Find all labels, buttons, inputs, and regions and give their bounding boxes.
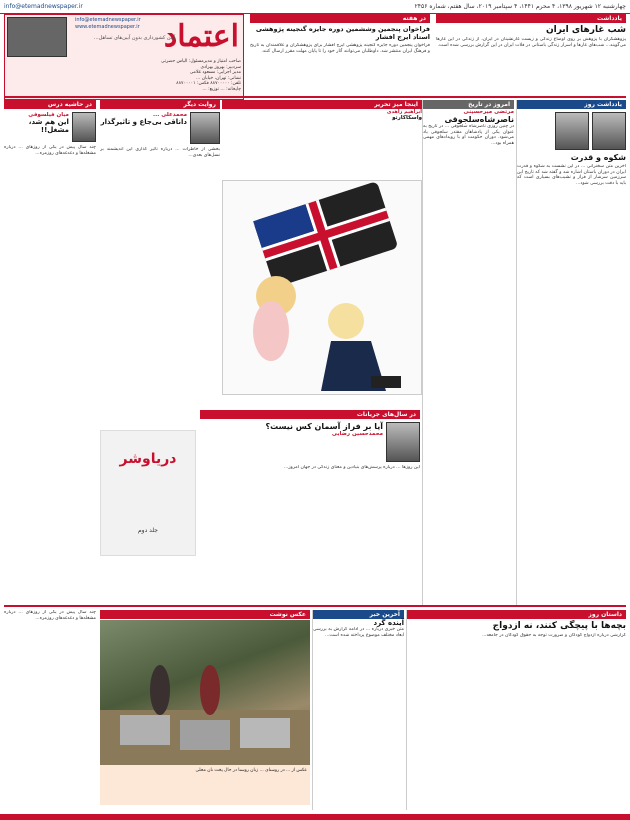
article-author: محمدحسین رضایی <box>331 431 383 437</box>
author-portrait <box>386 422 420 462</box>
info-line: صاحب امتیاز و مدیرمسئول: الیاس حضرتی <box>160 59 241 64</box>
article-left-b <box>4 100 96 605</box>
book-cover[interactable] <box>100 430 196 556</box>
masthead-info <box>9 59 241 93</box>
top-bar <box>0 0 630 14</box>
photo-scene <box>100 620 310 765</box>
figure-man <box>328 303 364 339</box>
section-head: در هفته <box>250 14 430 23</box>
bottom-bar <box>0 814 630 820</box>
article-author: محمدعلی ... <box>153 112 187 118</box>
photo-caption: عکس از ... در روستای ... زنان روستا در حال پخت نان محلی <box>100 765 310 805</box>
section-head: عکس نوشت <box>100 610 310 619</box>
info-line: تلفن: ۸۸۷۰۰۰۰۰ فکس: ۸۸۷۰۰۰۰۱ <box>176 81 241 87</box>
cartoonist: ابراهیم زاهدی <box>386 109 422 115</box>
masthead-slogan: آیین کشورداری بدون آیین‌های تساهل... <box>93 35 175 41</box>
book-title: دریاوشر <box>119 451 177 467</box>
article-body: چند سال پیش در یکی از روزهای ... درباره مشغله‌ها و دغدغه‌های روزمره... <box>4 145 96 156</box>
section-head: امروز در تاریخ <box>423 100 514 109</box>
article-title[interactable]: داناقی بی‌جاع و تاثیرگذار <box>100 118 187 126</box>
info-line: مدیر اجرایی: مسعود غلامی <box>189 70 241 76</box>
section-head: یادداشت <box>436 14 626 23</box>
article-mid-lower <box>200 410 420 605</box>
masthead-website[interactable]: www.etemadnewspaper.ir <box>75 24 140 30</box>
masthead-thumbnail <box>7 17 67 57</box>
article-body: گزارشی درباره ازدواج کودکان و ضرورت توجه به حقوق کودکان در جامعه... <box>482 633 626 638</box>
section-head: در سال‌های جریانات <box>200 410 420 419</box>
author-portrait <box>190 112 220 144</box>
article-mid-center <box>422 100 514 605</box>
cartoon-drawing <box>222 181 421 395</box>
section-head: روایت دیگر <box>100 100 220 109</box>
news-photo[interactable] <box>100 620 310 770</box>
info-line: چاپخانه: ... توزیع: ... <box>202 86 241 92</box>
article-title[interactable]: بچه‌ها با پیچگی کنند، نه ازدواج <box>492 621 626 631</box>
section-head: یادداشت روز <box>517 100 626 109</box>
article-title[interactable]: آیا بر فراز آسمان کس نیست؟ <box>265 422 383 431</box>
masthead-email[interactable]: info@etemadnewspaper.ir <box>75 17 141 23</box>
cartoon-title: واسکاکارتو <box>392 115 422 121</box>
article-title[interactable]: این هم شد، مشغل!! <box>28 118 69 134</box>
section-head: آخرین خبر <box>313 610 404 619</box>
cartoon-header <box>222 100 422 120</box>
divider <box>4 605 626 607</box>
cartoon-illustration[interactable] <box>222 180 422 395</box>
article-body: در چنین روزی ناصرشاه سلجوقی ... در تاریخ به عنوان یکی از پادشاهان مقتدر سلجوقی یاد می‌شود. دوران حکومت او با رویدادهای مهمی همراه بود... <box>423 124 514 146</box>
article-mid-right <box>516 100 626 605</box>
article-author: میان فیلسوفی <box>28 112 69 118</box>
article-left-a <box>100 100 220 400</box>
author-portrait <box>72 112 96 142</box>
masthead-urls <box>75 17 141 31</box>
article-body: فراخوان پنجمین دوره جایزه گنجینه پژوهشی ایرج افشار برای پژوهشگران و علاقمندان به تاریخ و فرهنگ ایران منتشر شد. داوطلبان می‌توانند آثار خود را تا پایان مهلت مقرر ارسال کنند. <box>250 43 430 54</box>
info-line: سردبیر: بهروز بهزادی <box>200 64 241 70</box>
article-bottom-mid <box>312 610 404 810</box>
article-top-right <box>436 14 626 94</box>
article-top-mid <box>250 14 430 94</box>
header-email[interactable]: info@etemadnewspaper.ir <box>4 3 83 10</box>
section-head: اینجا میز تحریر <box>222 100 422 109</box>
article-author: مرتضی میرحسینی <box>463 109 514 115</box>
article-title[interactable]: فراخوان پنجمین وششمین دوره جایزه گنجینه پژوهشی استاد ایرج افشار <box>255 25 430 41</box>
article-title[interactable]: شکوه و قدرت <box>570 153 626 162</box>
article-bottom-left <box>4 610 96 810</box>
article-body: پژوهشگران با پژوهش بر روی اوضاع زندگی و زیست غارنشینان در ایران، از زندگی در این غارها می‌گویند... شب‌های غارها و اسرار زندگی باستانی در فلات ایران در این گزارش بررسی شده است. <box>436 37 626 48</box>
article-body: چند سال پیش در یکی از روزهای ... درباره مشغله‌ها و دغدغه‌های روزمره... <box>4 610 96 621</box>
book-subtitle: جلد دوم <box>137 527 159 534</box>
info-line: نشانی: تهران، خیابان ... <box>196 75 241 81</box>
section-head: در حاشیه درس <box>4 100 96 109</box>
article-body: آخرین متن سخنرانی ... در این نشست به شکوه و قدرت ایران در دوران باستان اشاره شد و گفته شد که تاریخ این سرزمین سرشار از فراز و نشیب‌های بسیاری است که باید با دقت بررسی شود... <box>517 164 626 186</box>
article-title[interactable]: شب غارهای ایران <box>545 25 626 35</box>
article-body: بخشی از خاطرات ... درباره تاثیر گذاری این اندیشمند بر نسل‌های بعدی... <box>100 147 220 158</box>
article-title[interactable]: آینده گرد <box>373 619 404 627</box>
photo-header <box>100 610 310 619</box>
section-head: داستان روز <box>407 610 626 619</box>
masthead <box>4 14 244 100</box>
article-body: این روزها ... درباره پرسش‌های بنیادین و معنای زندگی در جهان امروز... <box>283 465 420 470</box>
newspaper-logo: اعتماد <box>163 19 239 54</box>
article-body: متن خبری درباره ... در ادامه گزارش به بررسی ابعاد مختلف موضوع پرداخته شده است... <box>313 627 404 638</box>
article-title[interactable]: ناصرشاه‌سلجوقی <box>444 115 514 124</box>
divider <box>4 96 626 98</box>
author-portrait <box>592 112 626 150</box>
issue-date: چهارشنبه ۱۲ شهریور ۱۳۹۸، ۴ محرم ۱۴۴۱، ۴ سپتامبر ۲۰۱۹، سال هفتم، شماره ۲۴۵۶ <box>414 3 626 10</box>
article-bottom-right <box>406 610 626 810</box>
author-portrait <box>555 112 589 150</box>
